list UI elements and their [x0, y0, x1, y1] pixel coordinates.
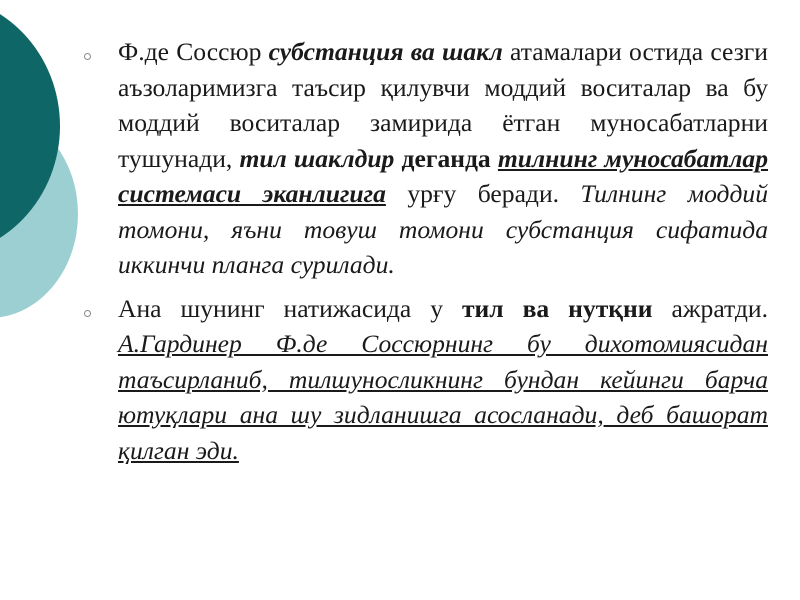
slide-content	[84, 34, 768, 476]
bullet-circle-icon	[84, 310, 91, 317]
text-segment: Ф.де Соссюр	[118, 37, 269, 66]
text-segment	[394, 144, 401, 173]
term-language-speech: тил ва нутқни	[461, 293, 653, 323]
text-segment-bold: деганда	[401, 143, 491, 173]
text-segment: ажратди.	[652, 293, 768, 323]
text-segment-italic-underline: А.Гардинер Ф.де Соссюрнинг бу дихотомиясидан таъсирланиб, тилшуносликнинг бундан кейинги барча ютуқлари ана шу зидланишга асосланади, деб башорат қилган эди.	[118, 329, 768, 465]
term-relations-system: тилнинг муносабатлар системаси эканлигига	[118, 143, 769, 208]
bullet-paragraph-1	[118, 34, 768, 283]
bullet-circle-icon	[84, 53, 91, 60]
term-language-form: тил шаклдир	[239, 143, 395, 173]
text-segment: урғу беради.	[385, 179, 581, 208]
text-segment: Ана шунинг натижасида у	[118, 293, 462, 323]
text-segment: атамалари остида сезги аъзоларимизга таъсир қилувчи моддий воситалар ва бу моддий воситалар замирида ётган муносабатларни тушунади,	[118, 37, 768, 173]
bullet-item-1	[84, 34, 768, 283]
text-segment-italic: Тилнинг моддий томони, яъни товуш томони субстанция сифатида иккинчи планга сурилади.	[118, 179, 769, 279]
term-substance-form: субстанция ва шакл	[268, 37, 503, 66]
bullet-item-2	[84, 291, 768, 469]
text-segment	[491, 144, 498, 173]
bullet-paragraph-2	[118, 291, 768, 469]
